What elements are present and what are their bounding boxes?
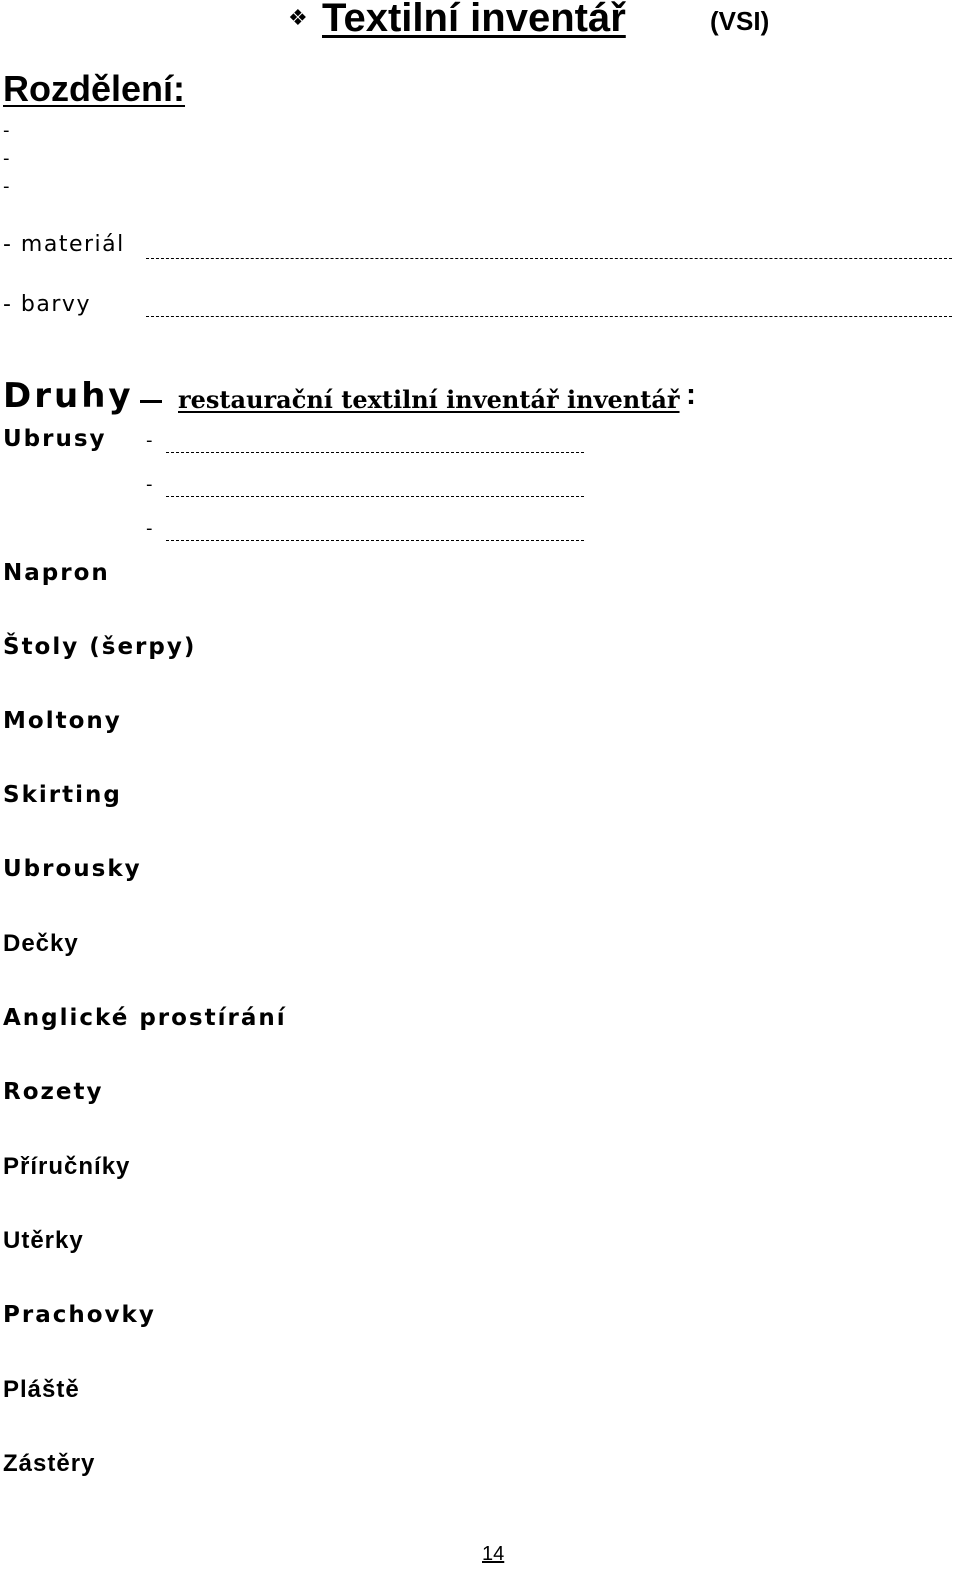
category-item: Anglické prostírání [3,1005,287,1031]
category-item: Ubrousky [3,856,142,882]
ubrusy-fill-line [166,540,584,541]
category-item: Dečky [3,930,79,957]
category-item: Rozety [3,1079,104,1105]
page-number: 14 [482,1543,505,1565]
rozdeleni-bullet: - [3,120,10,141]
category-item: Pláště [3,1376,80,1403]
category-item: Příručníky [3,1153,131,1180]
material-fill-line [146,258,952,259]
ubrusy-fill-line [166,496,584,497]
barvy-label: - barvy [3,292,91,317]
category-item: Prachovky [3,1302,156,1328]
material-label: - materiál [3,232,125,257]
title-suffix: (VSI) [710,6,770,36]
diamond-bullet-icon: ❖ [288,6,308,31]
ubrusy-dash: - [146,430,153,451]
ubrusy-dash: - [146,518,153,539]
category-item: Moltony [3,708,122,734]
category-item: Štoly (šerpy) [3,634,197,660]
rozdeleni-bullet: - [3,148,10,169]
druhy-heading: Druhy [3,376,134,416]
category-item: Napron [3,560,110,586]
rozdeleni-bullet: - [3,176,10,197]
category-item: Skirting [3,782,122,808]
title-text: Textilní inventář [322,0,626,40]
druhy-colon: : [686,378,696,411]
rozdeleni-heading: Rozdělení: [3,68,186,109]
category-item: Zástěry [3,1450,96,1477]
ubrusy-fill-line [166,452,584,453]
ubrusy-dash: - [146,474,153,495]
druhy-subtitle: restaurační textilní inventář inventář [178,385,680,414]
em-dash-separator [140,400,162,403]
category-ubrusy: Ubrusy [3,426,107,452]
barvy-fill-line [146,316,952,317]
category-item: Utěrky [3,1227,84,1254]
